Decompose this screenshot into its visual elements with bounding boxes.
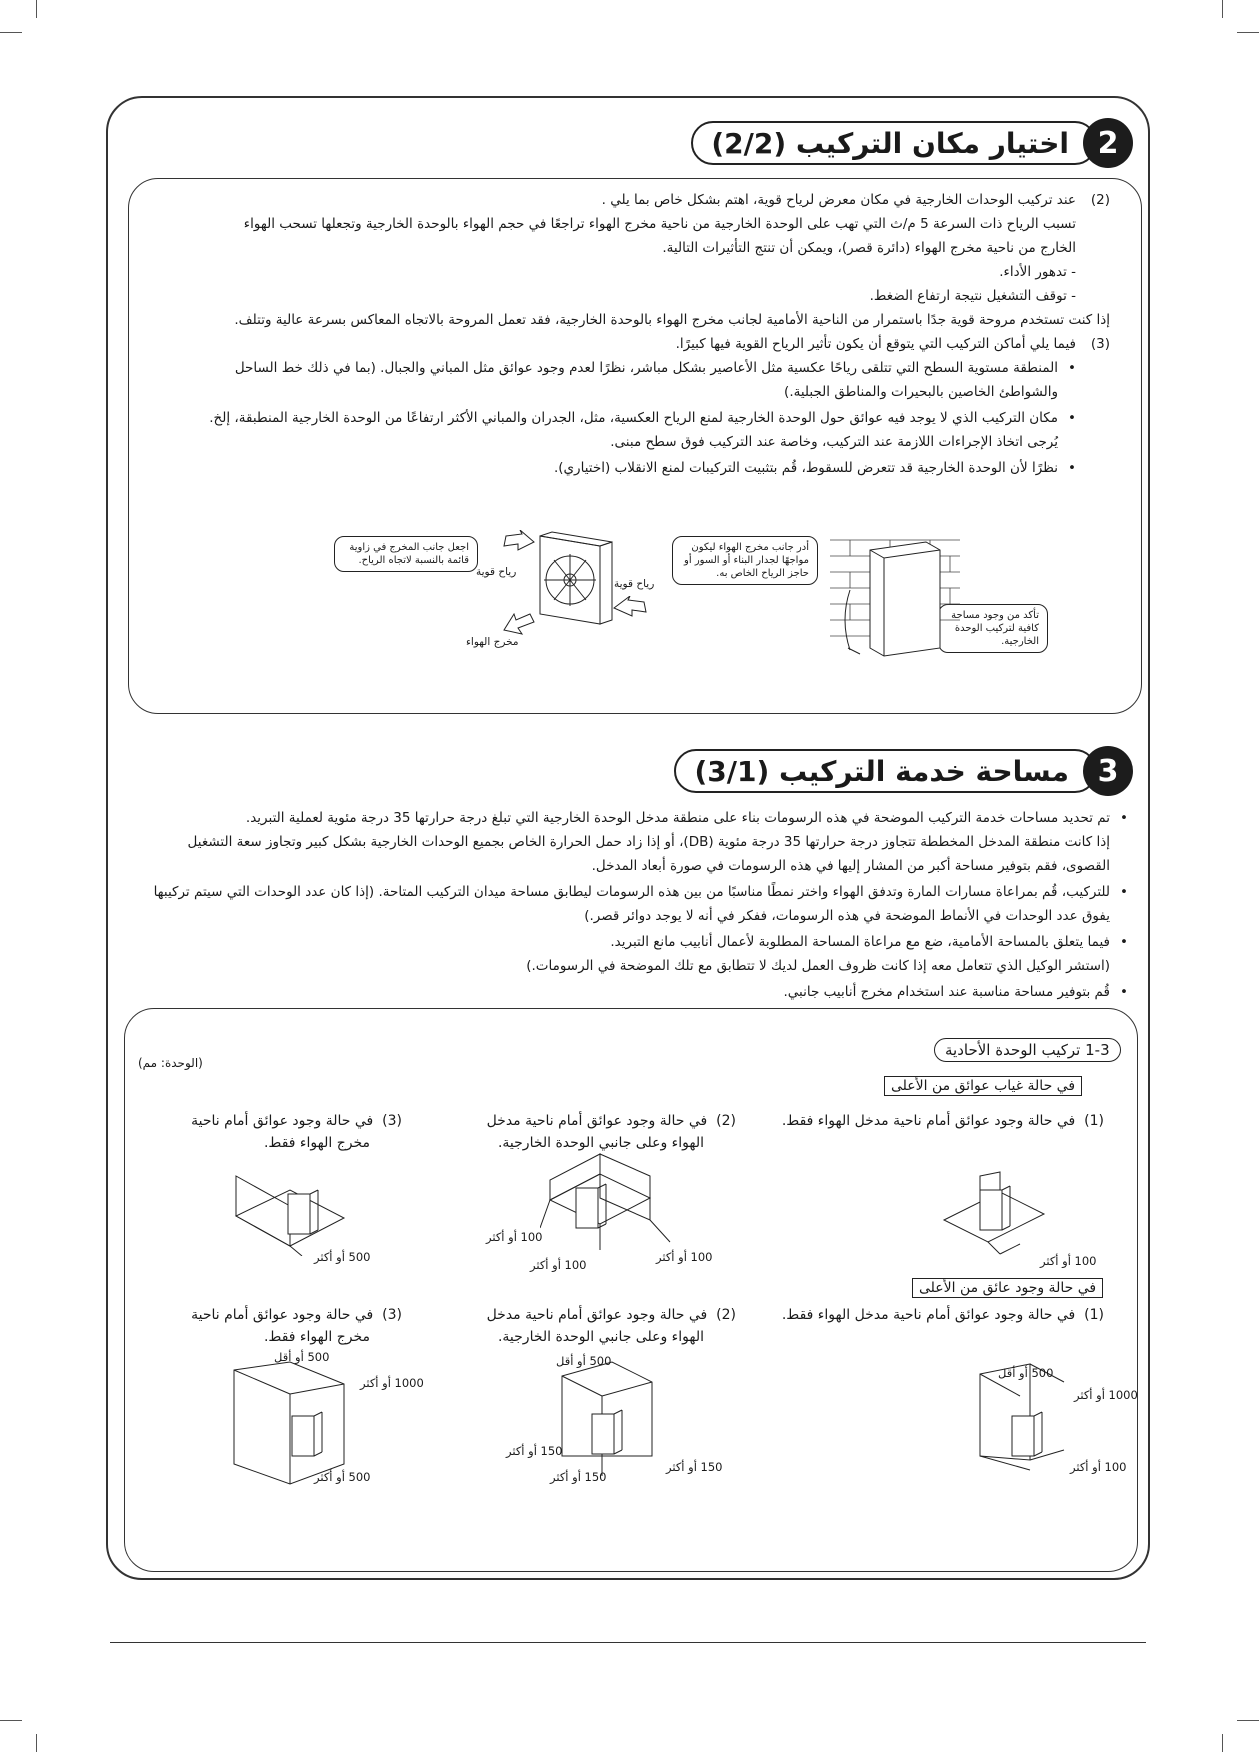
text-line: الخارج من ناحية مخرج الهواء (دائرة قصر)، ويمكن أن تنتج التأثيرات التالية.	[662, 240, 1076, 256]
text-line: فيما يلي أماكن التركيب التي يتوقع أن يكون تأثير الرياح القوية فيها كبيرًا.	[675, 336, 1076, 352]
effect-item: - توقف التشغيل نتيجة ارتفاع الضغط.	[869, 288, 1076, 304]
bullet-text: فيما يتعلق بالمساحة الأمامية، ضع مع مراعاة المساحة المطلوبة لأعمال أنابيب مانع التبريد.	[610, 934, 1110, 950]
clearance-drawing-case-2	[540, 1150, 690, 1260]
fan-warning: إذا كنت تستخدم مروحة قوية جدًا باستمرار من الناحية الأمامية لجانب مخرج الهواء بالوحدة الخارجية، فقد تعمل المروحة بالاتجاه المعاكس بسرعة عالية وتتلف.	[234, 312, 1110, 328]
case-no-top-label: في حالة غياب عوائق من الأعلى	[884, 1076, 1082, 1096]
dimension-label: 100 أو أكثر	[1070, 1460, 1127, 1474]
bullet-text: للتركيب، قُم بمراعاة مسارات المارة وتدفق الهواء واختر نمطًا مناسبًا من بين هذه الرسومات ليطابق مساحة ميدان التركيب المتاحة. (إذا كان عدد الوحدات التي سيتم تركيبها	[153, 884, 1110, 900]
bullet-text: المنطقة مستوية السطح التي تتلقى رياحًا عكسية مثل الأعاصير بشكل مباشر، نظرًا لعدم وجود عوائق مثل المباني والجبال. (بما في ذلك خط الساحل	[234, 360, 1058, 376]
dimension-label: 500 أو أكثر	[314, 1470, 371, 1484]
case-1-caption	[770, 1304, 1104, 1326]
section-title: اختيار مكان التركيب (2/2)	[691, 121, 1097, 165]
case-number: (3)	[382, 1307, 402, 1323]
bullet-text: قُم بتوفير مساحة مناسبة عند استخدام مخرج أنابيب جانبي.	[783, 984, 1110, 1000]
section-3-heading	[674, 746, 1133, 796]
case-3-caption	[150, 1110, 402, 1154]
case-number: (2)	[716, 1307, 736, 1323]
clearance-drawing-case-3	[230, 1166, 350, 1256]
case-top-label: في حالة وجود عائق من الأعلى	[912, 1278, 1103, 1298]
clearance-drawing-case-2-top	[552, 1356, 662, 1482]
case-1-caption	[770, 1110, 1104, 1132]
case-text: مخرج الهواء فقط.	[263, 1135, 370, 1151]
case-text: الهواء وعلى جانبي الوحدة الخارجية.	[497, 1135, 704, 1151]
unit-note: (الوحدة: مم)	[138, 1056, 203, 1070]
dimension-label: 150 أو أكثر	[666, 1460, 723, 1474]
dimension-label: 100 أو أكثر	[1040, 1254, 1097, 1268]
bullet-marker: •	[1068, 360, 1076, 376]
crop-mark	[1222, 0, 1223, 18]
bullet-text: (استشر الوكيل الذي تتعامل معه إذا كانت ظروف العمل لديك لا تتطابق مع تلك الموضحة في الرسومات.)	[526, 958, 1110, 974]
wind-arrow-icon	[500, 530, 540, 560]
clearance-drawing-case-1	[940, 1170, 1050, 1260]
dimension-label: 1000 أو أكثر	[1074, 1388, 1138, 1402]
case-text: في حالة وجود عوائق أمام ناحية مدخل الهواء فقط.	[781, 1307, 1076, 1323]
section-3-intro	[140, 806, 1128, 1000]
section-2-heading	[691, 118, 1133, 168]
bullet-marker: •	[1068, 460, 1076, 476]
case-number: (3)	[382, 1113, 402, 1129]
callout-box: اجعل جانب المخرج في زاوية قائمة بالنسبة لاتجاه الرياح.	[334, 536, 478, 572]
effect-item: - تدهور الأداء.	[999, 264, 1076, 280]
bullet-text: القصوى، فقم بتوفير مساحة أكبر من المشار إليها في هذه الرسومات في صورة أبعاد المدخل.	[591, 858, 1110, 874]
crop-mark	[36, 1734, 37, 1752]
case-text: في حالة وجود عوائق أمام ناحية	[191, 1307, 374, 1323]
dimension-label: 500 أو أقل	[274, 1350, 330, 1364]
case-number: (1)	[1084, 1113, 1104, 1129]
case-2-caption	[460, 1304, 736, 1348]
crop-mark	[36, 0, 37, 18]
crop-mark	[1237, 32, 1259, 33]
air-outlet-label: مخرج الهواء	[466, 636, 519, 648]
wind-label: رياح قوية	[476, 566, 517, 578]
bullet-marker: •	[1120, 884, 1128, 900]
bullet-text: إذا كانت منطقة المدخل المخططة تتجاوز درجة حرارتها 35 درجة مئوية (DB)، أو إذا زاد حمل الحرارة الخاص بجميع الوحدات الخارجية بشكل كبير وتجاوز سعة التشغيل	[187, 834, 1110, 850]
wall-installation-drawing	[830, 530, 960, 670]
dimension-label: 500 أو أقل	[556, 1354, 612, 1368]
case-text: في حالة وجود عوائق أمام ناحية مدخل	[486, 1113, 708, 1129]
crop-mark	[1237, 1720, 1259, 1721]
dimension-label: 150 أو أكثر	[506, 1444, 563, 1458]
single-unit-title: 1-3 تركيب الوحدة الأحادية	[934, 1038, 1121, 1062]
section-number: 2	[1083, 118, 1133, 168]
bullet-text: نظرًا لأن الوحدة الخارجية قد تتعرض للسقوط، قُم بتثبيت التركيبات لمنع الانقلاب (اختياري).	[553, 460, 1058, 476]
dimension-label: 100 أو أكثر	[486, 1230, 543, 1244]
item-number: (2)	[1090, 192, 1110, 208]
footer-rule	[110, 1642, 1146, 1643]
bullet-marker: •	[1068, 410, 1076, 426]
case-text: في حالة وجود عوائق أمام ناحية مدخل الهواء فقط.	[781, 1113, 1076, 1129]
case-3-caption	[150, 1304, 402, 1348]
dimension-label: 100 أو أكثر	[530, 1258, 587, 1272]
bullet-text: مكان التركيب الذي لا يوجد فيه عوائق حول الوحدة الخارجية لمنع الرياح العكسية، مثل، الجدران والمباني الأكثر ارتفاعًا من الوحدة الخارجية المنطبقة، إلخ.	[209, 410, 1058, 426]
crop-mark	[0, 1720, 22, 1721]
dimension-label: 500 أو أقل	[998, 1366, 1054, 1380]
dimension-label: 150 أو أكثر	[550, 1470, 607, 1484]
case-text: في حالة وجود عوائق أمام ناحية	[191, 1113, 374, 1129]
dimension-label: 100 أو أكثر	[656, 1250, 713, 1264]
section-title: مساحة خدمة التركيب (3/1)	[674, 749, 1097, 793]
callout-box: تأكد من وجود مساحة كافية لتركيب الوحدة الخارجية.	[938, 604, 1048, 653]
crop-mark	[0, 32, 22, 33]
dimension-label: 1000 أو أكثر	[360, 1376, 424, 1390]
bullet-text: تم تحديد مساحات خدمة التركيب الموضحة في هذه الرسومات بناء على منطقة مدخل الوحدة الخارجية التي تبلغ درجة حرارتها 35 درجة مئوية لعملية التبريد.	[245, 810, 1110, 826]
case-text: الهواء وعلى جانبي الوحدة الخارجية.	[497, 1329, 704, 1345]
bullet-text: والشواطئ الخاصين بالبحيرات والمناطق الجبلية.)	[784, 384, 1058, 400]
outlet-arrow-icon	[500, 610, 540, 640]
case-number: (2)	[716, 1113, 736, 1129]
crop-mark	[1222, 1734, 1223, 1752]
wind-arrow-icon	[610, 596, 650, 626]
bullet-marker: •	[1120, 934, 1128, 950]
case-text: مخرج الهواء فقط.	[263, 1329, 370, 1345]
case-text: في حالة وجود عوائق أمام ناحية مدخل	[486, 1307, 708, 1323]
case-number: (1)	[1084, 1307, 1104, 1323]
bullet-text: يفوق عدد الوحدات في الأنماط الموضحة في هذه الرسومات، ففكر في أنه لا يوجد دوائر قصر.)	[584, 908, 1110, 924]
dimension-label: 500 أو أكثر	[314, 1250, 371, 1264]
text-line: عند تركيب الوحدات الخارجية في مكان معرض لرياح قوية، اهتم بشكل خاص بما يلي .	[601, 192, 1076, 208]
section-2-text	[150, 188, 1110, 488]
callout-box: أدر جانب مخرج الهواء ليكون مواجهًا لجدار البناء أو السور أو حاجز الرياح الخاص به.	[672, 536, 818, 585]
section-number: 3	[1083, 746, 1133, 796]
bullet-text: يُرجى اتخاذ الإجراءات اللازمة عند التركيب، وخاصة عند التركيب فوق سطح مبنى.	[610, 434, 1058, 450]
bullet-marker: •	[1120, 984, 1128, 1000]
bullet-marker: •	[1120, 810, 1128, 826]
case-2-caption	[460, 1110, 736, 1154]
wind-label: رياح قوية	[614, 578, 655, 590]
text-line: تسبب الرياح ذات السرعة 5 م/ث التي تهب على الوحدة الخارجية من ناحية مخرج الهواء تراجعًا في حجم الهواء بالوحدة الخارجية وتجعلها تسحب الهواء	[243, 216, 1076, 232]
item-number: (3)	[1090, 336, 1110, 352]
